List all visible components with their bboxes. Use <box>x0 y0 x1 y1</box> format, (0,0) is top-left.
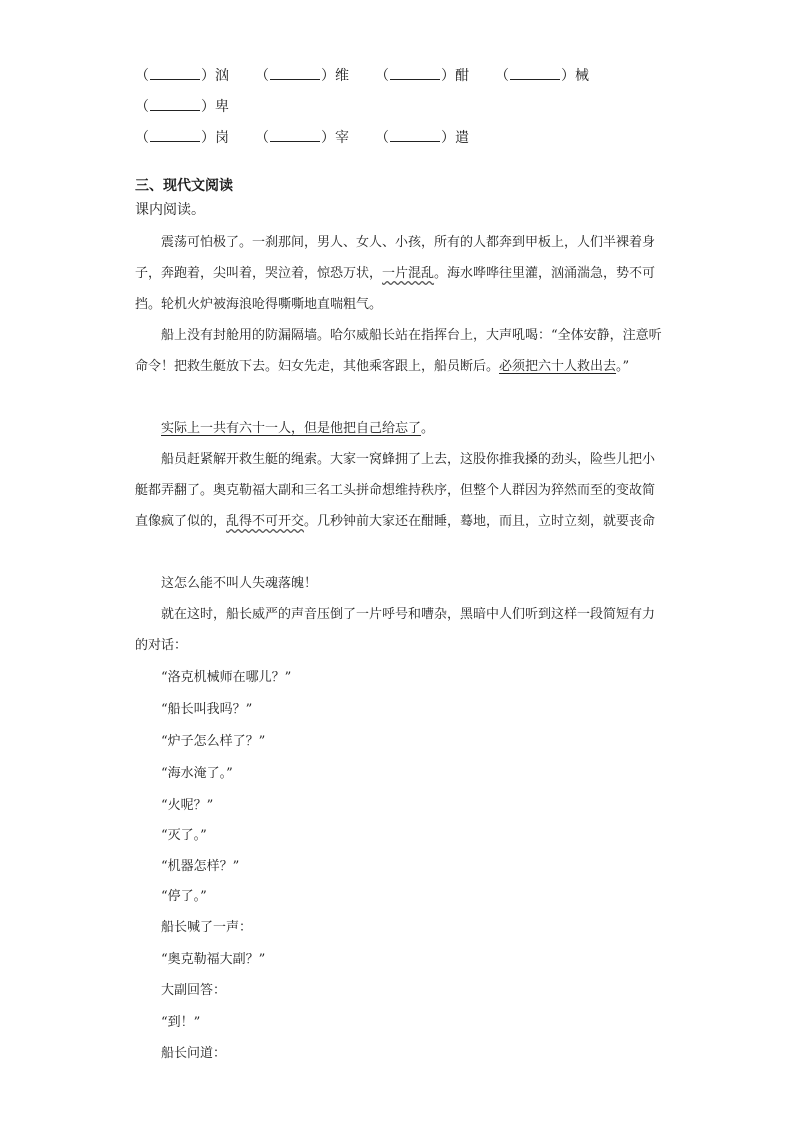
answer-blank[interactable] <box>150 98 200 111</box>
underlined-sentence: 实际上一共有六十一人，但是他把自己给忘了 <box>161 421 422 436</box>
fill-in-char: 酣 <box>455 68 469 84</box>
answer-blank[interactable] <box>270 67 320 80</box>
wavy-underlined-phrase: 乱得不可开交 <box>226 514 305 529</box>
fill-in-char: 岗 <box>215 130 229 146</box>
fill-in-item: （ ）岗 <box>135 130 229 146</box>
wavy-underlined-phrase: 一片混乱 <box>382 266 435 281</box>
dialogue-line: “火呢？” <box>161 798 214 813</box>
dialogue-line: “停了。” <box>161 889 207 904</box>
dialogue-line: “炉子怎么样了？” <box>161 734 266 749</box>
fill-in-item: （ ）维 <box>255 68 349 84</box>
dialogue-line: 船长喊了一声： <box>161 920 253 935</box>
dialogue-line: “到！” <box>161 1015 201 1030</box>
dialogue-line: “船长叫我吗？” <box>161 702 253 717</box>
fill-in-item: （ ）遣 <box>375 130 469 146</box>
fill-in-char: 汹 <box>215 68 229 84</box>
fill-in-item: （ ）汹 <box>135 68 229 84</box>
passage-paragraph-4: 船员赶紧解开救生艇的绳索。大家一窝蜂拥了上去，这股你推我搡的劲头，险些儿把小艇都弄翻了。奥克勒福大副和三名工头拼命想维持秩序，但整个人群因为猝然而至的变故简直像疯了似的，乱得不可开交。几秒钟前大家还在酣睡，蓦地，而且，立时立刻，就要丧命 <box>135 452 656 529</box>
fill-in-char: 遣 <box>455 130 469 146</box>
passage-paragraph-5: 这怎么能不叫人失魂落魄！ <box>161 576 318 591</box>
fill-in-char: 维 <box>335 68 349 84</box>
fill-in-char: 宰 <box>335 130 349 146</box>
answer-blank[interactable] <box>510 67 560 80</box>
answer-blank[interactable] <box>270 129 320 142</box>
fill-in-char: 卑 <box>215 99 229 115</box>
fill-in-item: （ ）械 <box>495 68 589 84</box>
answer-blank[interactable] <box>150 129 200 142</box>
dialogue-line: “奥克勒福大副？” <box>161 952 266 967</box>
fill-in-item: （ ）酣 <box>375 68 469 84</box>
passage-paragraph-2: 船上没有封舱用的防漏隔墙。哈尔威船长站在指挥台上，大声吼喝：“全体安静，注意听命令！把救生艇放下去。妇女先走，其他乘客跟上，船员断后。必须把六十人救出去。” <box>135 328 662 374</box>
answer-blank[interactable] <box>150 67 200 80</box>
fill-in-item: （ ）卑 <box>135 99 229 115</box>
dialogue-line: 船长问道： <box>161 1046 227 1061</box>
section-subtitle: 课内阅读。 <box>135 202 205 218</box>
answer-blank[interactable] <box>390 129 440 142</box>
underlined-sentence: 必须把六十人救出去 <box>499 359 617 374</box>
dialogue-line: 大副回答： <box>161 983 227 998</box>
passage-paragraph-6: 就在这时，船长威严的声音压倒了一片呼号和嘈杂，黑暗中人们听到这样一段简短有力的对话： <box>135 607 656 653</box>
fill-in-item: （ ）宰 <box>255 130 349 146</box>
fill-in-char: 械 <box>575 68 589 84</box>
section-title: 三、现代文阅读 <box>135 178 233 194</box>
dialogue-line: “洛克机械师在哪儿？” <box>161 670 292 685</box>
passage-paragraph-1: 震荡可怕极了。一刹那间，男人、女人、小孩，所有的人都奔到甲板上，人们半裸着身子，奔跑着，尖叫着，哭泣着，惊恐万状，一片混乱。海水哗哗往里灌，汹涌湍急，势不可挡。轮机火炉被海浪呛得嘶嘶地直喘粗气。 <box>135 235 656 312</box>
dialogue-line: “海水淹了。” <box>161 766 233 781</box>
dialogue-line: “机器怎样？” <box>161 859 240 874</box>
dialogue-line: “灭了。” <box>161 828 207 843</box>
answer-blank[interactable] <box>390 67 440 80</box>
passage-paragraph-3: 实际上一共有六十一人，但是他把自己给忘了。 <box>161 421 435 436</box>
